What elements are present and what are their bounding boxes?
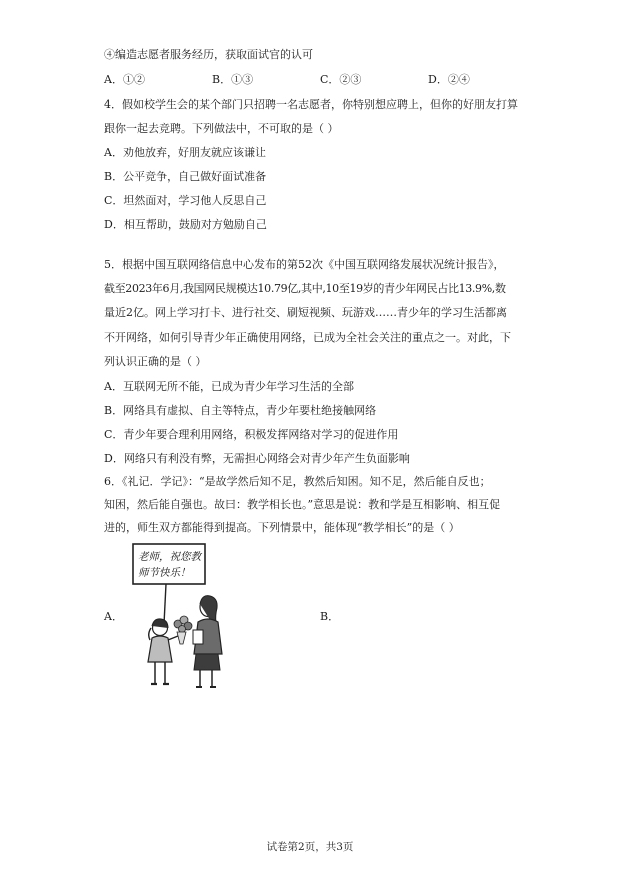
student-figure (148, 619, 178, 684)
q3-option-4: ④编造志愿者服务经历，获取面试官的认可 (104, 48, 313, 61)
q4-option-a: A．劝他放弃，好朋友就应该谦让 (104, 146, 266, 159)
sign-line-1: 老师，祝您教 (138, 551, 201, 563)
q3-choice-c: C．②③ (320, 73, 362, 86)
q5-option-d: D．网络只有利没有弊，无需担心网络会对青少年产生负面影响 (104, 452, 410, 465)
page-footer: 试卷第2页，共3页 (266, 841, 354, 853)
q3-choice-d: D．②④ (428, 73, 470, 86)
q4-option-d: D．相互帮助，鼓励对方勉励自己 (104, 218, 267, 231)
q6-option-b-label: B． (320, 610, 340, 623)
q6-stem-line-2: 知困，然后能自强也。故曰：教学相长也。”意思是说：教和学是互相影响、相互促 (104, 498, 501, 511)
q5-option-c: C．青少年要合理利用网络，积极发挥网络对学习的促进作用 (104, 428, 399, 441)
q5-stem-line-1: 5．根据中国互联网络信息中心发布的第52次《中国互联网络发展状况统计报告》， (104, 258, 505, 271)
q6-stem-line-1: 6．《礼记．学记》：“是故学然后知不足，教然后知困。知不足，然后能自反也； (104, 475, 491, 488)
flower-bouquet (174, 616, 192, 644)
illustration-svg (130, 542, 240, 692)
q3-choice-a: A．①② (104, 73, 145, 86)
q4-option-b: B．公平竞争，自己做好面试准备 (104, 170, 267, 183)
q5-option-b: B．网络具有虚拟、自主等特点，青少年要杜绝接触网络 (104, 404, 377, 417)
q4-stem-line-2: 跟你一起去竞聘。下列做法中，不可取的是（ ） (104, 122, 339, 135)
q6-stem-line-3: 进的，师生双方都能得到提高。下列情景中，能体现“教学相长”的是（ ） (104, 521, 460, 534)
teacher-figure (193, 596, 222, 687)
q5-stem-line-4: 不开网络，如何引导青少年正确使用网络，已成为全社会关注的重点之一。对此，下 (104, 331, 511, 344)
q4-stem-line-1: 4．假如校学生会的某个部门只招聘一名志愿者，你特别想应聘上，但你的好朋友打算 (104, 98, 518, 111)
sign-stick (164, 584, 166, 624)
teachers-day-illustration (130, 542, 240, 692)
q5-stem-line-2: 截至2023年6月,我国网民规模达10.79亿,其中,10至19岁的青少年网民占比13.9%,数 (104, 282, 506, 295)
sign-line-2: 师节快乐！ (138, 567, 191, 579)
q3-choice-b: B．①③ (212, 73, 254, 86)
q5-stem-line-5: 列认识正确的是（ ） (104, 355, 207, 368)
q5-stem-line-3: 量近2亿。网上学习打卡、进行社交、刷短视频、玩游戏……青少年的学习生活都离 (104, 306, 507, 319)
q5-option-a: A．互联网无所不能，已成为青少年学习生活的全部 (104, 380, 354, 393)
q4-option-c: C．坦然面对，学习他人反思自己 (104, 194, 267, 207)
q6-option-a-label: A． (104, 610, 123, 623)
